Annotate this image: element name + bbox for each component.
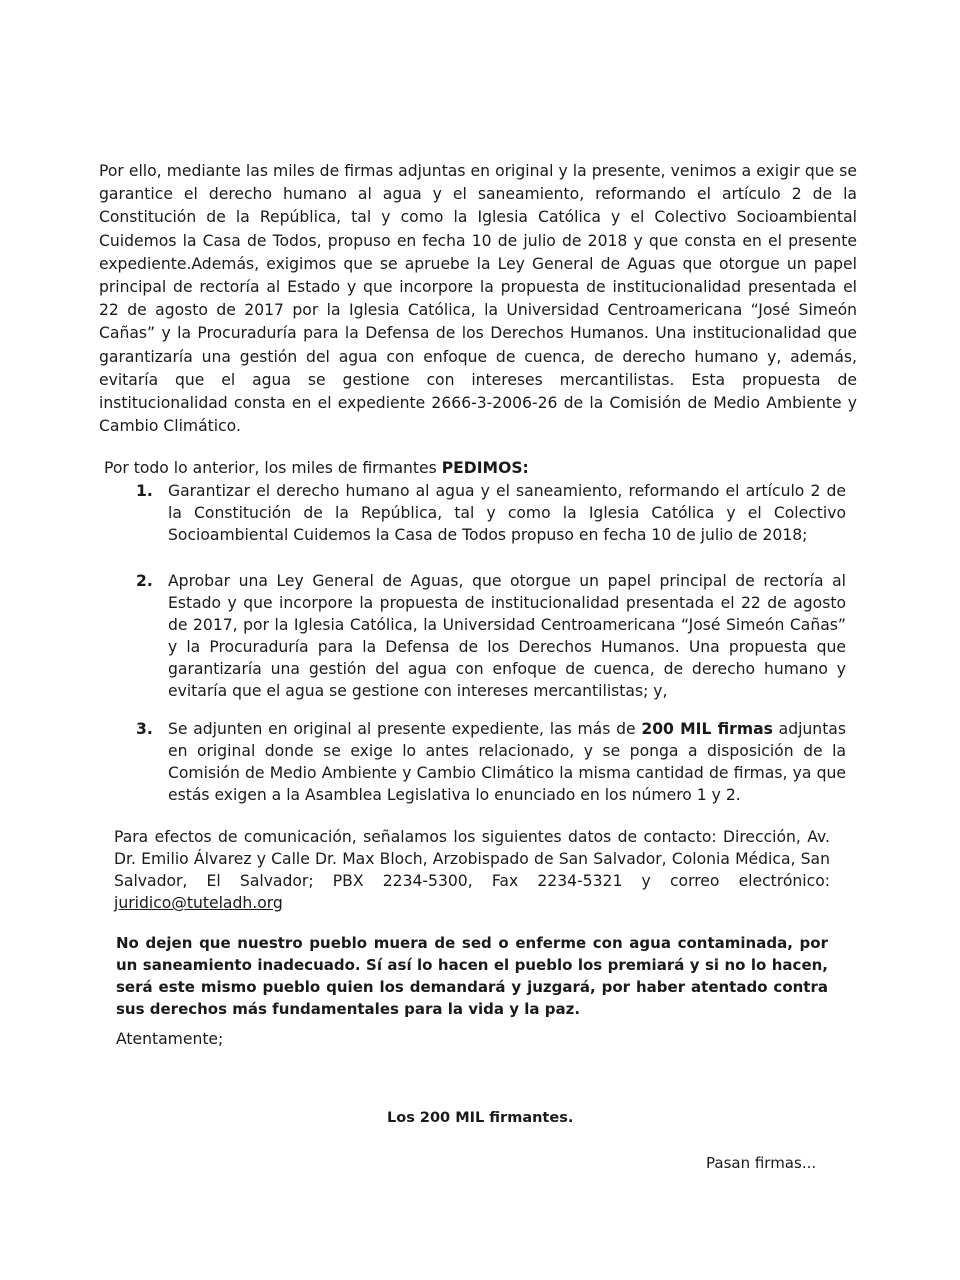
petition-intro-bold: PEDIMOS:: [441, 459, 529, 477]
list-item-number: 1.: [136, 482, 153, 500]
list-item-text: Aprobar una Ley General de Aguas, que otorgue un papel principal de rectoría al Estado y que incorpore la propuesta de institucionalidad presentada el 22 de agosto de 2017, por la Iglesia Católica, la Universidad Centroamericana “José Simeón Cañas” y la Procuraduría para la Defensa de los Derechos Humanos. Una propuesta que garantizaría una gestión del agua con enfoque de cuenca, de derecho humano y evitaría que el agua se gestione con intereses mercantilistas; y,: [168, 572, 846, 700]
list-item-text-before: Se adjunten en original al presente expediente, las más de: [168, 720, 636, 738]
main-paragraph: Por ello, mediante las miles de firmas adjuntas en original y la presente, venimos a exigir que se garantice el derecho humano al agua y el saneamiento, reformando el artículo 2 de la Constitución de la República, tal y como la Iglesia Católica y el Colectivo Socioambiental Cuidemos la Casa de Todos, propuso en fecha 10 de julio de 2018 y que consta en el presente expediente.Además, exigimos que se apruebe la Ley General de Aguas que otorgue un papel principal de rectoría al Estado y que incorpore la propuesta de institucionalidad presentada el 22 de agosto de 2017 por la Iglesia Católica, la Universidad Centroamericana “José Simeón Cañas” y la Procuraduría para la Defensa de los Derechos Humanos. Una institucionalidad que garantizaría una gestión del agua con enfoque de cuenca, de derecho humano y, además, evitaría que el agua se gestione con intereses mercantilistas. Esta propuesta de institucionalidad consta en el expediente 2666-3-2006-26 de la Comisión de Medio Ambiente y Cambio Climático.: [99, 162, 857, 436]
contact-email-link[interactable]: juridico@tuteladh.org: [114, 894, 283, 912]
list-item: [136, 570, 846, 702]
list-item: [136, 718, 846, 806]
petition-intro: [104, 457, 844, 479]
closing-salutation: Atentamente;: [116, 1030, 224, 1048]
signers-line: Los 200 MIL firmantes.: [387, 1110, 574, 1126]
continuation-note: Pasan firmas...: [706, 1154, 817, 1172]
list-item-text: [168, 718, 846, 806]
list-item-number: 2.: [136, 572, 153, 590]
petition-intro-text: Por todo lo anterior, los miles de firmantes: [104, 459, 437, 477]
list-item-text-bold: 200 MIL firmas: [641, 720, 773, 738]
list-item: [136, 480, 846, 546]
list-item-number: 3.: [136, 720, 153, 738]
warning-paragraph: No dejen que nuestro pueblo muera de sed o enferme con agua contaminada, por un saneamiento inadecuado. Sí así lo hacen el pueblo los premiará y si no lo hacen, será este mismo pueblo quien los demandará y juzgará, por haber atentado contra sus derechos más fundamentales para la vida y la paz.: [116, 934, 828, 1018]
list-item-text-after: adjuntas en original donde se exige lo antes relacionado, y se ponga a disposición de la Comisión de Medio Ambiente y Cambio Climático la misma cantidad de firmas, ya que estás exigen a la Asamblea Legislativa lo enunciado en los número 1 y 2.: [168, 720, 846, 804]
contact-text: Para efectos de comunicación, señalamos los siguientes datos de contacto: Dirección, Av. Dr. Emilio Álvarez y Calle Dr. Max Bloch, Arzobispado de San Salvador, Colonia Médica, San Salvador, El Salvador; PBX 2234-5300, Fax 2234-5321 y correo electrónico:: [114, 828, 830, 890]
contact-paragraph: [114, 826, 830, 914]
list-item-text: Garantizar el derecho humano al agua y el saneamiento, reformando el artículo 2 de la Constitución de la República, tal y como la Iglesia Católica y el Colectivo Socioambiental Cuidemos la Casa de Todos propuso en fecha 10 de julio de 2018;: [168, 482, 846, 544]
